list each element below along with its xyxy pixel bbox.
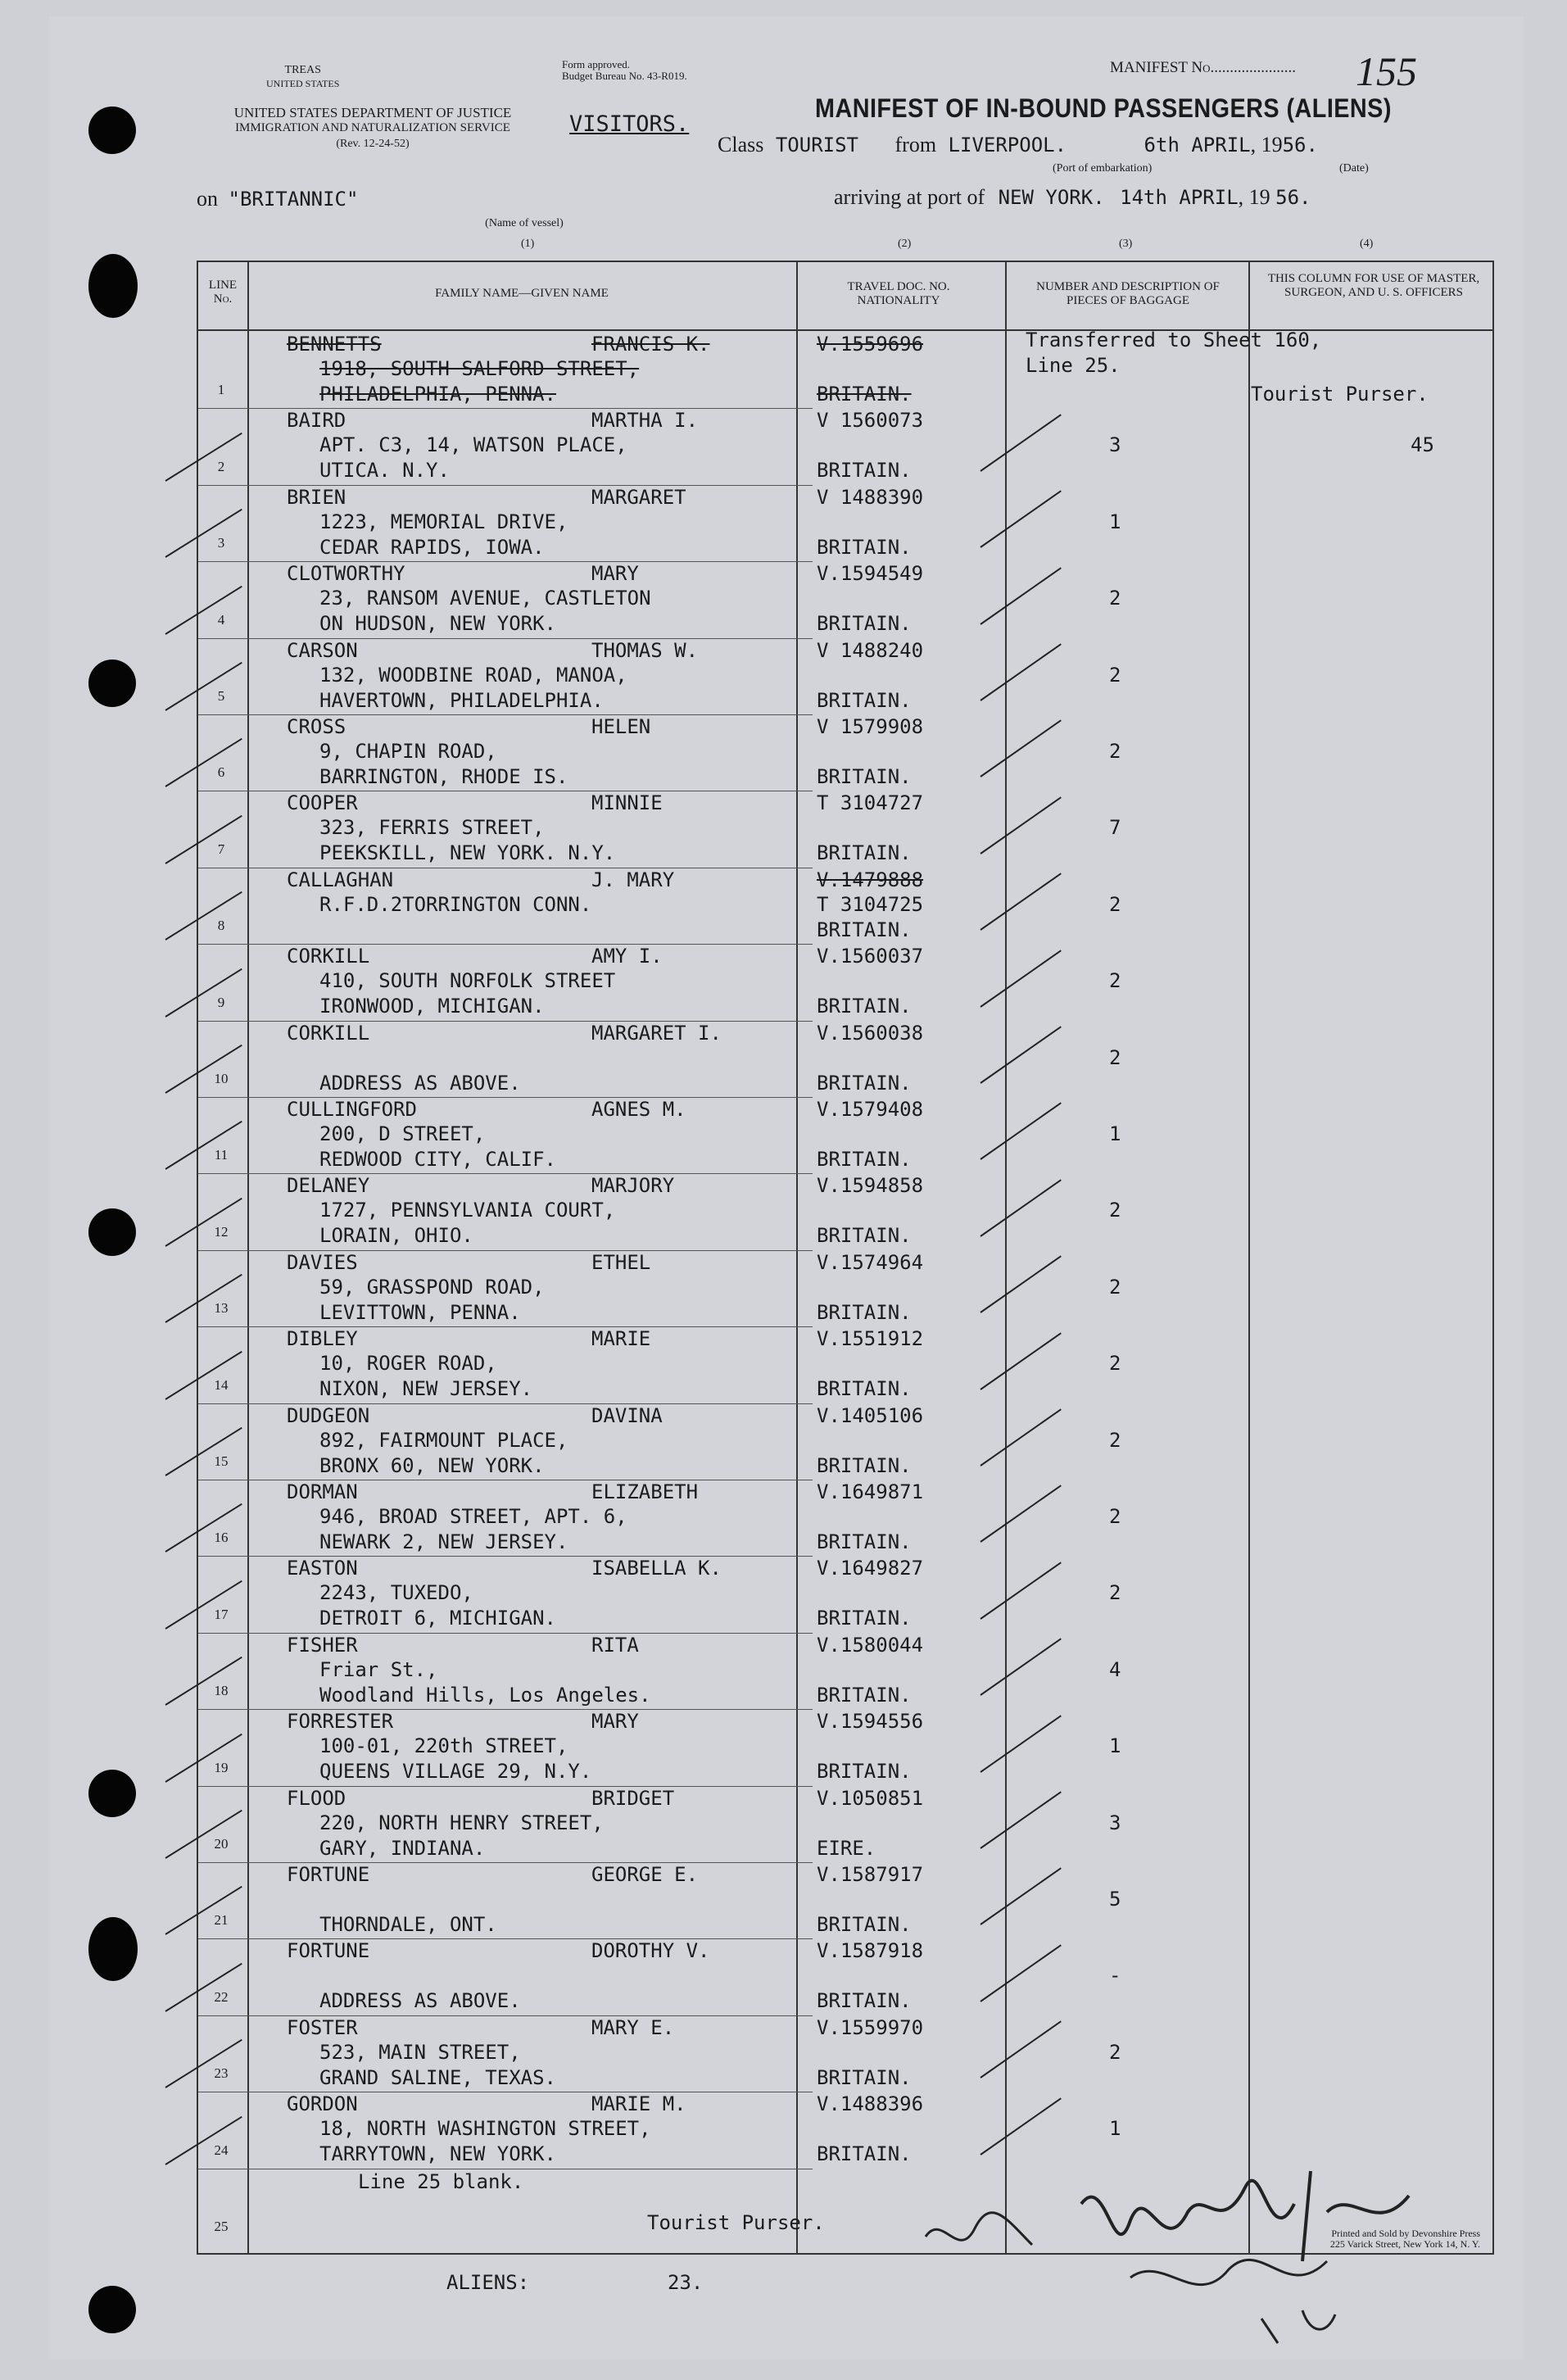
given-name: RITA (591, 1633, 639, 1657)
address-line: 1727, PENNSYLVANIA COURT, (319, 1199, 616, 1222)
baggage-count: 1 (1109, 1734, 1121, 1758)
address-line: 132, WOODBINE ROAD, MANOA, (319, 663, 627, 687)
given-name: MARJORY (591, 1174, 675, 1198)
travel-doc-number: V 1488240 (817, 638, 924, 662)
family-name: FISHER (287, 1633, 358, 1657)
nationality: BRITAIN. (817, 1377, 912, 1401)
check-tick (980, 873, 1061, 931)
table-row (198, 791, 1492, 867)
table-row (198, 1097, 1492, 1173)
family-name: FLOOD (287, 1786, 346, 1810)
check-tick (980, 414, 1061, 471)
row-divider (198, 1250, 813, 1251)
row-divider (198, 408, 813, 409)
nationality: BRITAIN. (817, 1300, 912, 1324)
punch-hole (88, 1208, 136, 1256)
address-line: 18, NORTH WASHINGTON STREET, (319, 2117, 651, 2141)
table-row (198, 1403, 1492, 1480)
check-tick (980, 643, 1061, 700)
family-name: BRIEN (287, 485, 346, 509)
nationality: BRITAIN. (817, 1683, 912, 1707)
check-tick (980, 567, 1061, 624)
line-number: 19 (214, 1759, 229, 1775)
nationality: BRITAIN. (817, 1607, 912, 1630)
baggage-count: 1 (1109, 510, 1121, 533)
travel-doc-number: V.1587918 (817, 1939, 924, 1963)
line-number: 7 (217, 841, 225, 857)
address-line: Woodland Hills, Los Angeles. (319, 1683, 651, 1707)
line-number: 16 (214, 1530, 229, 1546)
given-name: MINNIE (591, 791, 663, 815)
family-name: GORDON (287, 2092, 358, 2116)
class-line: Class TOURIST from LIVERPOOL. 6th APRIL, 1956. (718, 133, 1318, 156)
nationality: BRITAIN. (817, 459, 912, 483)
given-name: DAVINA (591, 1403, 663, 1427)
given-name: ISABELLA K. (591, 1557, 722, 1580)
row-divider (198, 1173, 813, 1174)
line-number: 22 (214, 1988, 229, 2005)
given-name: MARY (591, 562, 639, 586)
family-name: CULLINGFORD (287, 1098, 417, 1121)
family-name: CORKILL (287, 945, 370, 968)
address-line: 200, D STREET, (319, 1122, 486, 1145)
family-name: CLOTWORTHY (287, 562, 405, 586)
line-number: 13 (214, 1300, 229, 1317)
given-name: THOMAS W. (591, 638, 699, 662)
line-number: 23 (214, 2065, 229, 2082)
address-line: ON HUDSON, NEW YORK. (319, 612, 556, 636)
baggage-count: 3 (1109, 433, 1121, 457)
table-row (198, 1709, 1492, 1785)
given-name: MARTHA I. (591, 409, 699, 433)
baggage-count: 1 (1109, 2117, 1121, 2141)
table-row (198, 1938, 1492, 2015)
baggage-count: 4 (1109, 1657, 1121, 1681)
address-line: BRONX 60, NEW YORK. (319, 1453, 545, 1477)
baggage-count: 2 (1109, 1199, 1121, 1222)
row-divider (198, 1556, 813, 1557)
nationality: BRITAIN. (817, 2065, 912, 2089)
arrival-line: arriving at port of NEW YORK. 14th APRIL, 19 56. (834, 185, 1311, 209)
family-name: BAIRD (287, 409, 346, 433)
line-number: 24 (214, 2142, 229, 2158)
table-row (198, 2015, 1492, 2092)
line25-note: Line 25 blank. (358, 2170, 524, 2193)
baggage-count: 2 (1109, 663, 1121, 687)
table-row (198, 714, 1492, 791)
column-number: (4) (1360, 238, 1374, 250)
check-tick (980, 1408, 1061, 1466)
printer-note: Printed and Sold by Devonshire Press 225 Varick Street, New York 14, N. Y. (1329, 2228, 1480, 2250)
nationality: BRITAIN. (817, 1453, 912, 1477)
family-name: BENNETTS (287, 333, 382, 356)
address-line: 220, NORTH HENRY STREET, (319, 1811, 604, 1834)
address-line: DETROIT 6, MICHIGAN. (319, 1607, 556, 1630)
baggage-count: 5 (1109, 1888, 1121, 1911)
address-line: PEEKSKILL, NEW YORK. N.Y. (319, 841, 616, 865)
check-tick (980, 1026, 1061, 1083)
given-name: AMY I. (591, 945, 663, 968)
vessel-line: on "BRITANNIC" (197, 187, 359, 211)
row-divider (198, 1097, 813, 1098)
col-name: FAMILY NAME—GIVEN NAME (435, 287, 609, 300)
address-line: PHILADELPHIA, PENNA. (319, 383, 556, 406)
check-tick (980, 950, 1061, 1007)
treasury-stub: TREAS UNITED STATES (266, 64, 340, 89)
address-line: 410, SOUTH NORFOLK STREET (319, 969, 616, 993)
line-number: 20 (214, 1835, 229, 1852)
row-divider (198, 944, 813, 945)
baggage-count: 2 (1109, 740, 1121, 763)
address-line: 946, BROAD STREET, APT. 6, (319, 1505, 627, 1528)
column-number: (2) (898, 238, 912, 250)
address-line: CEDAR RAPIDS, IOWA. (319, 535, 545, 559)
line-number: 18 (214, 1683, 229, 1699)
family-name: EASTON (287, 1557, 358, 1580)
col-line-no: LINE No. (208, 279, 238, 306)
punch-hole (88, 1917, 138, 1981)
given-name: MARY E. (591, 2015, 675, 2039)
table-row (198, 868, 1492, 944)
given-name: AGNES M. (591, 1098, 686, 1121)
nationality: BRITAIN. (817, 841, 912, 865)
given-name: MARY (591, 1710, 639, 1734)
form-approved: Form approved. Budget Bureau No. 43-R019. (562, 58, 687, 82)
line-number: 21 (214, 1912, 229, 1929)
line-number: 6 (217, 764, 225, 781)
travel-doc-number: V.1560037 (817, 945, 924, 968)
baggage-count: 2 (1109, 1045, 1121, 1069)
row-divider (198, 1633, 813, 1634)
address-line: 323, FERRIS STREET, (319, 816, 545, 840)
family-name: FORTUNE (287, 1939, 370, 1963)
family-name: DIBLEY (287, 1327, 358, 1351)
nationality: BRITAIN. (817, 995, 912, 1018)
address-line: BARRINGTON, RHODE IS. (319, 765, 568, 788)
visitors-label: VISITORS. (569, 111, 690, 137)
aliens-label: ALIENS: (446, 2271, 530, 2294)
baggage-count: 2 (1109, 1352, 1121, 1376)
address-line: 523, MAIN STREET, (319, 2040, 521, 2064)
col-officers: THIS COLUMN FOR USE OF MASTER, SURGEON, AND U. S. OFFICERS (1267, 272, 1480, 299)
baggage-count: 3 (1109, 1811, 1121, 1834)
address-line: REDWOOD CITY, CALIF. (319, 1148, 556, 1171)
table-row (198, 408, 1492, 484)
given-name: HELEN (591, 715, 651, 738)
address-line: THORNDALE, ONT. (319, 1913, 497, 1936)
travel-doc-number: V.1594556 (817, 1710, 924, 1734)
travel-doc-number: V.1560038 (817, 1021, 924, 1045)
table-row (198, 1250, 1492, 1326)
address-line: IRONWOOD, MICHIGAN. (319, 995, 545, 1018)
row-divider (198, 714, 813, 715)
travel-doc-number: V.1479888 (817, 868, 924, 891)
line-number: 5 (217, 687, 225, 704)
row-divider (198, 2015, 813, 2016)
row-divider (198, 1403, 813, 1404)
baggage-count: 7 (1109, 816, 1121, 840)
column-number: (3) (1119, 238, 1133, 250)
line-number: 2 (217, 458, 225, 474)
given-name: MARGARET I. (591, 1021, 722, 1045)
check-tick (980, 1639, 1061, 1696)
travel-doc-number: V.1649827 (817, 1557, 924, 1580)
family-name: FORTUNE (287, 1863, 370, 1886)
travel-doc-number: V.1594549 (817, 562, 924, 586)
nationality: BRITAIN. (817, 535, 912, 559)
check-tick (980, 720, 1061, 777)
punch-hole (88, 2286, 136, 2333)
nationality: BRITAIN. (817, 1148, 912, 1171)
table-row (198, 1326, 1492, 1403)
line-number: 4 (217, 611, 225, 628)
baggage-count: 2 (1109, 1275, 1121, 1299)
col-baggage: NUMBER AND DESCRIPTION OF PIECES OF BAGGAGE (1036, 280, 1220, 307)
table-row (198, 638, 1492, 714)
nationality: EIRE. (817, 1836, 876, 1860)
check-tick (980, 1256, 1061, 1313)
family-name: DUDGEON (287, 1403, 370, 1427)
family-name: CALLAGHAN (287, 868, 394, 891)
given-name: MARGARET (591, 485, 686, 509)
row-divider (198, 485, 813, 486)
family-name: DAVIES (287, 1250, 358, 1274)
address-line: HAVERTOWN, PHILADELPHIA. (319, 688, 604, 712)
check-tick (980, 1715, 1061, 1772)
port-caption: (Port of embarkation) (1053, 162, 1153, 175)
nationality: BRITAIN. (817, 1530, 912, 1553)
line-number: 8 (217, 918, 225, 934)
address-line: 2243, TUXEDO, (319, 1581, 473, 1605)
family-name: COOPER (287, 791, 358, 815)
punch-hole (88, 107, 136, 154)
table-row (198, 1862, 1492, 1938)
check-tick (980, 1868, 1061, 1925)
given-name: ETHEL (591, 1250, 651, 1274)
column-number: (1) (521, 238, 535, 250)
line-number: 17 (214, 1606, 229, 1622)
address-line: QUEENS VILLAGE 29, N.Y. (319, 1760, 592, 1784)
nationality: BRITAIN. (817, 2142, 912, 2166)
family-name: CROSS (287, 715, 346, 738)
address-line: ADDRESS AS ABOVE. (319, 1989, 521, 2013)
travel-doc-number: V 1579908 (817, 715, 924, 738)
baggage-count: - (1109, 1964, 1121, 1988)
travel-doc-number: V.1050851 (817, 1786, 924, 1810)
address-line: 9, CHAPIN ROAD, (319, 740, 497, 763)
page-title: MANIFEST OF IN-BOUND PASSENGERS (ALIENS) (815, 93, 1392, 123)
family-name: CORKILL (287, 1021, 370, 1045)
nationality: BRITAIN. (817, 1071, 912, 1095)
row-divider (198, 1021, 813, 1022)
table-row (198, 1786, 1492, 1862)
address-line: 10, ROGER ROAD, (319, 1352, 497, 1376)
baggage-count: 2 (1109, 892, 1121, 916)
nationality: BRITAIN. (817, 918, 912, 941)
travel-doc-number: V.1559696 (817, 333, 924, 356)
line-number: 11 (214, 1147, 229, 1163)
signature-marks (917, 2138, 1507, 2351)
address-line: GARY, INDIANA. (319, 1836, 486, 1860)
table-row (198, 1480, 1492, 1556)
given-name: GEORGE E. (591, 1863, 699, 1886)
punch-hole (88, 1770, 136, 1817)
agency-block: UNITED STATES DEPARTMENT OF JUSTICE IMMIGRATION AND NATURALIZATION SERVICE (Rev. 12-24-52) (233, 105, 512, 150)
nationality: BRITAIN. (817, 765, 912, 788)
baggage-count: 2 (1109, 1581, 1121, 1605)
aliens-count: 23. (668, 2271, 704, 2294)
row-divider (198, 1326, 813, 1327)
officer-note: Tourist Purser. (1251, 383, 1429, 406)
given-name: J. MARY (591, 868, 675, 891)
address-line: LEVITTOWN, PENNA. (319, 1300, 521, 1324)
table-row (198, 1556, 1492, 1632)
check-tick (980, 1562, 1061, 1619)
address-line: TARRYTOWN, NEW YORK. (319, 2142, 556, 2166)
punch-hole (88, 254, 138, 318)
check-tick (980, 1944, 1061, 2001)
travel-doc-number: V.1574964 (817, 1250, 924, 1274)
punch-hole (88, 660, 136, 707)
line-number: 1 (217, 382, 225, 398)
address-line: LORAIN, OHIO. (319, 1224, 473, 1248)
nationality: BRITAIN. (817, 688, 912, 712)
address-line: 892, FAIRMOUNT PLACE, (319, 1428, 568, 1452)
travel-doc-number: V.1551912 (817, 1327, 924, 1351)
check-tick (980, 491, 1061, 548)
check-tick (980, 1791, 1061, 1848)
footer-purser: Tourist Purser. (647, 2211, 825, 2234)
travel-doc-number: T 3104725 (817, 892, 924, 916)
address-line: 59, GRASSPOND ROAD, (319, 1275, 545, 1299)
address-line: ADDRESS AS ABOVE. (319, 1071, 521, 1095)
table-row (198, 944, 1492, 1020)
vessel-caption: (Name of vessel) (485, 217, 564, 229)
line-number: 14 (214, 1376, 229, 1393)
line-number: 15 (214, 1453, 229, 1469)
baggage-count: 2 (1109, 1428, 1121, 1452)
row-divider (198, 1709, 813, 1710)
travel-doc-number: V.1587917 (817, 1863, 924, 1886)
baggage-count: 1 (1109, 1122, 1121, 1145)
line-number: 3 (217, 535, 225, 551)
nationality: BRITAIN. (817, 1760, 912, 1784)
date-caption: (Date) (1339, 162, 1369, 175)
row-divider (198, 1938, 813, 1939)
travel-doc-number: V.1405106 (817, 1403, 924, 1427)
baggage-count: 2 (1109, 1505, 1121, 1528)
table-row (198, 1021, 1492, 1097)
travel-doc-number: T 3104727 (817, 791, 924, 815)
address-line: NIXON, NEW JERSEY. (319, 1377, 533, 1401)
manifest-number: MANIFEST No...................... 155 (1110, 48, 1417, 94)
address-line: Friar St., (319, 1657, 438, 1681)
nationality: BRITAIN. (817, 1913, 912, 1936)
travel-doc-number: V 1560073 (817, 409, 924, 433)
given-name: FRANCIS K. (591, 333, 710, 356)
address-line: 1223, MEMORIAL DRIVE, (319, 510, 568, 533)
given-name: DOROTHY V. (591, 1939, 710, 1963)
address-line: GRAND SALINE, TEXAS. (319, 2065, 556, 2089)
manifest-table (197, 261, 1494, 2255)
travel-doc-number: V 1488390 (817, 485, 924, 509)
row-divider (198, 638, 813, 639)
family-name: FORRESTER (287, 1710, 394, 1734)
address-line: 100-01, 220th STREET, (319, 1734, 568, 1758)
table-row (198, 485, 1492, 561)
nationality: BRITAIN. (817, 383, 912, 406)
given-name: ELIZABETH (591, 1480, 699, 1503)
given-name: MARIE (591, 1327, 651, 1351)
family-name: FOSTER (287, 2015, 358, 2039)
address-line: 23, RANSOM AVENUE, CASTLETON (319, 587, 651, 610)
nationality: BRITAIN. (817, 1224, 912, 1248)
check-tick (980, 1103, 1061, 1160)
baggage-count: 2 (1109, 587, 1121, 610)
address-line: NEWARK 2, NEW JERSEY. (319, 1530, 568, 1553)
baggage-count: 2 (1109, 2040, 1121, 2064)
col-travel-doc: TRAVEL DOC. NO. NATIONALITY (847, 280, 950, 307)
check-tick (980, 796, 1061, 854)
family-name: DELANEY (287, 1174, 370, 1198)
address-line: R.F.D.2TORRINGTON CONN. (319, 892, 592, 916)
family-name: DORMAN (287, 1480, 358, 1503)
baggage-count: 2 (1109, 969, 1121, 993)
check-tick (980, 2021, 1061, 2079)
nationality: BRITAIN. (817, 612, 912, 636)
check-tick (980, 1332, 1061, 1389)
table-row (198, 561, 1492, 637)
line-number: 12 (214, 1223, 229, 1240)
address-line: APT. C3, 14, WATSON PLACE, (319, 433, 627, 457)
row-divider (198, 561, 813, 562)
row-divider (198, 1862, 813, 1863)
check-tick (980, 1179, 1061, 1236)
line-number: 9 (217, 994, 225, 1010)
given-name: MARIE M. (591, 2092, 686, 2116)
row-divider (198, 1786, 813, 1787)
address-line: UTICA. N.Y. (319, 459, 450, 483)
transfer-note: Transferred to Sheet 160, Line 25. (1026, 329, 1322, 377)
line-number: 25 (214, 2218, 229, 2234)
travel-doc-number: V.1559970 (817, 2015, 924, 2039)
travel-doc-number: V.1649871 (817, 1480, 924, 1503)
table-row (198, 1173, 1492, 1249)
address-line: 1918, SOUTH SALFORD STREET, (319, 357, 640, 380)
table-row (198, 1633, 1492, 1709)
family-name: CARSON (287, 638, 358, 662)
travel-doc-number: V.1488396 (817, 2092, 924, 2116)
nationality: BRITAIN. (817, 1989, 912, 2013)
given-name: BRIDGET (591, 1786, 675, 1810)
check-tick (980, 1485, 1061, 1543)
travel-doc-number: V.1579408 (817, 1098, 924, 1121)
travel-doc-number: V.1580044 (817, 1633, 924, 1657)
travel-doc-number: V.1594858 (817, 1174, 924, 1198)
line-number: 10 (214, 1070, 229, 1086)
officer-number: 45 (1411, 433, 1434, 456)
